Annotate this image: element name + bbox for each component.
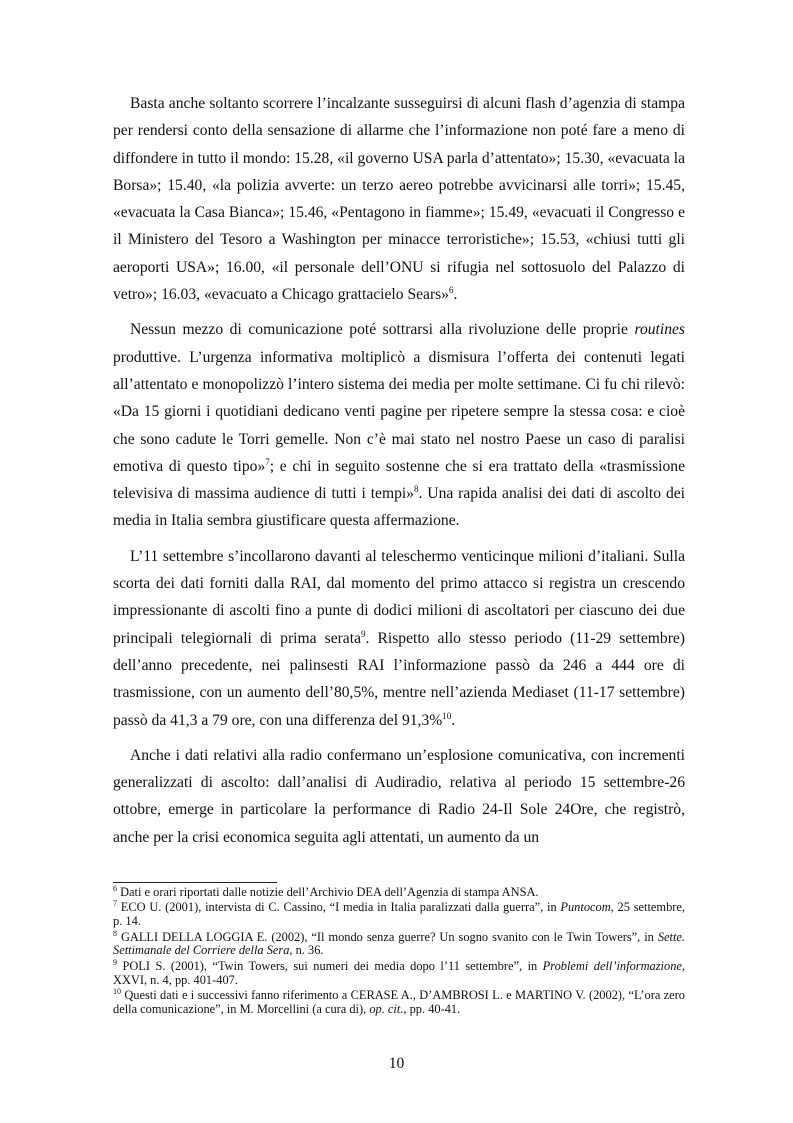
paragraph-1-end: . [453, 286, 458, 304]
footnote-number: 10 [113, 986, 121, 996]
footnote-text: Dati e orari riportati dalle notizie dell’Archivio DEA dell’Agenzia di stampa ANSA. [117, 885, 539, 899]
footnote-text: POLI S. (2001), “Twin Towers, sui numeri dei media dopo l’11 settembre”, in [117, 958, 543, 973]
paragraph-2 [113, 316, 685, 534]
footnote-text-end: , XXVI, n. 4, pp. 401-407. [113, 958, 685, 987]
footnote-ref-10: 10 [442, 710, 452, 721]
footnote-text-end: , n. 36. [289, 943, 324, 958]
footnotes [113, 883, 685, 1018]
footnote-8 [113, 928, 685, 959]
footnote-10 [113, 986, 685, 1017]
paragraph-2-italic: routines [634, 321, 685, 339]
paragraph-4-text: Anche i dati relativi alla radio confermano un’esplosione comunicativa, con incrementi generalizzati di ascolto: dall’analisi di Audiradio, relativa al periodo 15 settembre-26 ottobre, emerge in particolare la performance di Radio 24-Il Sole 24Ore, che registrò, anche per la crisi economica seguita agli attentati, un aumento da un [113, 746, 685, 846]
footnote-number: 7 [113, 899, 117, 909]
footnote-text: ECO U. (2001), intervista di C. Cassino, “I media in Italia paralizzati dalla guerra”, in [117, 900, 561, 915]
paragraph-3-text-b: . Rispetto allo stesso periodo (11-29 settembre) dell’anno precedente, nei palinsesti RAI l’informazione passò da 246 a 444 ore di trasmissione, con un aumento dell’80,5%, mentre nell’azienda Mediaset (11-17 settembre) passò da 41,3 a 79 ore, con una differenza del 91,3% [113, 629, 686, 729]
footnote-ref-9: 9 [361, 628, 366, 639]
footnote-number: 9 [113, 957, 117, 967]
paragraph-2-text-c: ; e chi in seguito sostenne che si era trattato della «trasmissione televisiva di massima audience di tutti i tempi» [113, 457, 685, 503]
paragraph-3 [113, 543, 685, 734]
footnote-italic: Sette. Settimanale del Corriere della Sera [113, 929, 685, 958]
paragraph-3-end: . [451, 711, 456, 729]
footnote-9 [113, 957, 685, 988]
paragraph-2-text-d: . Una rapida analisi dei dati di ascolto dei media in Italia sembra giustificare questa affermazione. [113, 485, 685, 530]
footnote-text-end: , 25 settembre, p. 14. [113, 900, 685, 929]
paragraph-2-text: Nessun mezzo di comunicazione poté sottrarsi alla rivoluzione delle proprie [130, 321, 635, 339]
page-number: 10 [388, 1055, 405, 1072]
footnote-italic: op. cit. [369, 1001, 404, 1016]
footnote-text-end: , pp. 40-41. [403, 1001, 461, 1016]
paragraph-1 [113, 90, 685, 308]
paragraph-2-text-b: produttive. L’urgenza informativa moltiplicò a dismisura l’offerta dei contenuti legati all’attentato e monopolizzò l’intero sistema dei media per molte settimane. Ci fu chi rilevò: «Da 15 giorni i quotidiani dedicano venti pagine per ripetere sempre la stessa cosa: e cioè che sono cadute le Torri gemelle. Non c’è mai stato nel nostro Paese un caso di paralisi emotiva di questo tipo» [113, 348, 685, 475]
footnote-separator [113, 882, 277, 883]
footnote-ref-7: 7 [265, 456, 270, 467]
footnote-number: 6 [113, 883, 117, 893]
footnote-7 [113, 901, 685, 929]
footnote-ref-6: 6 [449, 284, 454, 295]
paragraph-4 [113, 742, 685, 851]
body-text [113, 90, 685, 859]
paragraph-1-text: Basta anche soltanto scorrere l’incalzante susseguirsi di alcuni flash d’agenzia di stampa per rendersi conto della sensazione di allarme che l’informazione non poté fare a meno di diffondere in tutto il mondo: 15.28, «il governo USA parla d’attentato»; 15.30, «evacuata la Borsa»; 15.40, «la polizia avverte: un terzo aereo potrebbe avvicinarsi alle torri»; 15.45, «evacuata la Casa Bianca»; 15.46, «Pentagono in fiamme»; 15.49, «evacuati il Congresso e il Ministero del Tesoro a Washington per minacce terroristiche»; 15.53, «chiusi tutti gli aeroporti USA»; 16.00, «il personale dell’ONU si rifugia nel sottosuolo del Palazzo di vetro»; 16.03, «evacuato a Chicago grattacielo Sears» [113, 95, 685, 304]
footnote-text: Questi dati e i successivi fanno riferimento a CERASE A., D’AMBROSI L. e MARTINO V. (2002), “L’ora zero della comunicazione”, in M. Morcellini (a cura di), [113, 987, 685, 1016]
footnote-6 [113, 883, 685, 900]
paragraph-3-text: L’11 settembre s’incollarono davanti al teleschermo venticinque milioni d’italiani. Sulla scorta dei dati forniti dalla RAI, dal momento del primo attacco si registra un crescendo impressionante di ascolti fino a punte di dodici milioni di ascoltatori per ciascuno dei due principali telegiornali di prima serata [113, 547, 685, 647]
footnote-text: GALLI DELLA LOGGIA E. (2002), “Il mondo senza guerre? Un sogno svanito con le Twin Towers”, in [117, 929, 658, 944]
footnote-number: 8 [113, 928, 117, 938]
footnote-ref-8: 8 [414, 483, 419, 494]
footnote-italic: Puntocom [560, 900, 611, 915]
footnote-italic: Problemi dell’informazione [542, 958, 682, 973]
